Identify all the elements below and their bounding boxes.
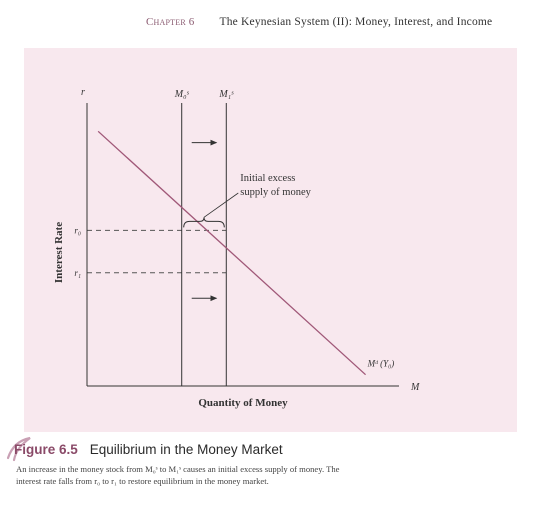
money-demand-label: Mᵈ (Y₀) <box>367 358 395 369</box>
figure-number-wrap <box>14 442 78 457</box>
figure-number: Figure 6.5 <box>14 442 78 457</box>
x-axis-symbol: M <box>411 382 420 393</box>
money-market-chart <box>24 48 517 432</box>
annotation-text: supply of money <box>240 187 311 198</box>
chapter-label: Chapter 6 <box>146 16 195 28</box>
rate-level-label: r₀ <box>74 225 81 236</box>
money-supply-label: M₁ˢ <box>219 89 234 100</box>
excess-supply-brace <box>184 217 225 227</box>
figure-caption <box>14 442 514 487</box>
y-axis-symbol: r <box>81 87 85 98</box>
annotation-pointer <box>204 193 238 217</box>
money-supply-label: M₀ˢ <box>174 89 189 100</box>
chapter-title: The Keynesian System (II): Money, Interest, and Income <box>219 16 493 28</box>
running-head <box>146 16 492 28</box>
annotation-text: Initial excess <box>240 173 296 184</box>
caption-text <box>14 463 514 487</box>
figure-panel <box>24 48 517 432</box>
x-axis-label: Quantity of Money <box>198 397 288 409</box>
figure-title: Equilibrium in the Money Market <box>89 442 283 457</box>
caption-line: interest rate falls from r₀ to r₁ to restore equilibrium in the money market. <box>16 476 269 486</box>
money-demand-line <box>98 131 365 374</box>
rate-level-label: r₁ <box>74 267 81 278</box>
caption-line: An increase in the money stock from M₀ˢ to M₁ˢ causes an initial excess supply of money. The <box>16 464 340 474</box>
y-axis-label: Interest Rate <box>53 221 65 284</box>
